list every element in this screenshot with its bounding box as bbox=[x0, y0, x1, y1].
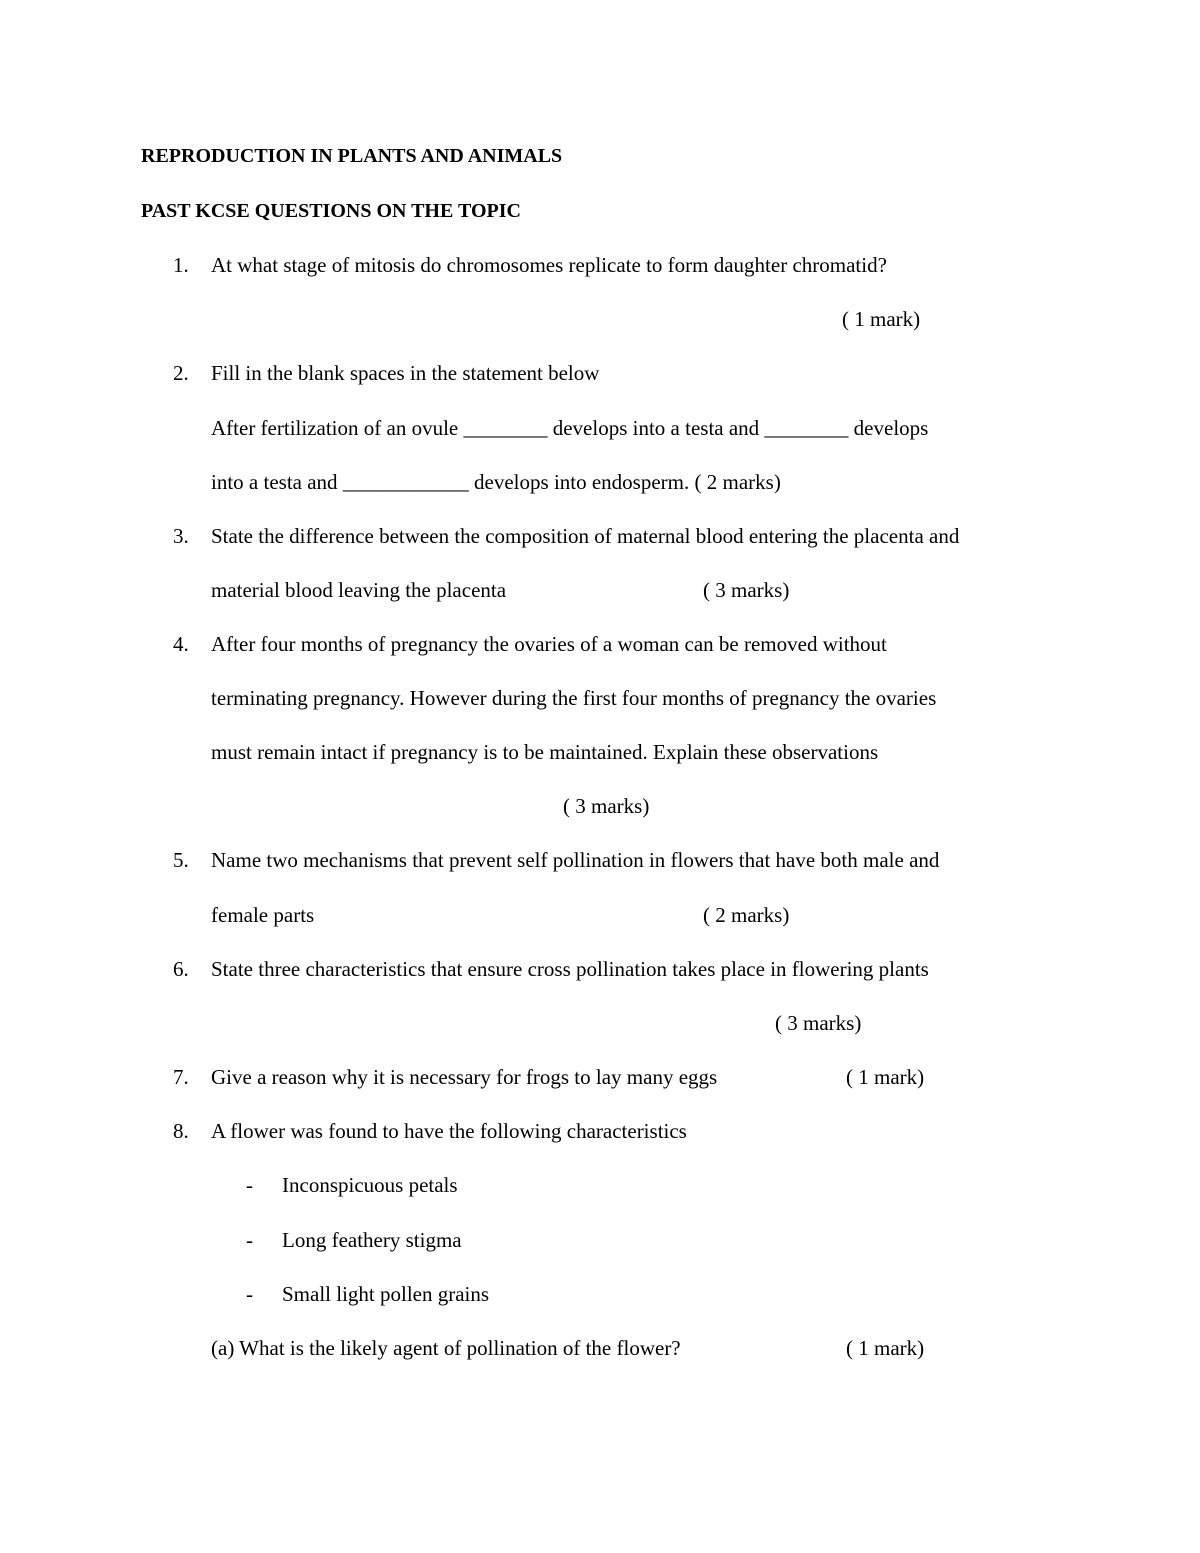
question-text-line2: material blood leaving the placenta bbox=[211, 578, 507, 602]
question-marks: ( 2 marks) bbox=[703, 903, 790, 927]
page-subtitle: PAST KCSE QUESTIONS ON THE TOPIC bbox=[141, 200, 521, 222]
bullet-marker: - bbox=[246, 1173, 253, 1197]
question-text-line2: After fertilization of an ovule ________ develops into a testa and ________ develops bbox=[211, 416, 929, 440]
question-number: 8. bbox=[173, 1119, 189, 1143]
question-number: 2. bbox=[173, 361, 189, 385]
question-text: Fill in the blank spaces in the statement below bbox=[211, 361, 600, 385]
question-text: At what stage of mitosis do chromosomes replicate to form daughter chromatid? bbox=[211, 253, 887, 277]
question-number: 5. bbox=[173, 848, 189, 872]
question-text: After four months of pregnancy the ovaries of a woman can be removed without bbox=[211, 632, 887, 656]
question-text: State three characteristics that ensure cross pollination takes place in flowering plants bbox=[211, 957, 929, 981]
question-number: 6. bbox=[173, 957, 189, 981]
question-text-line2: female parts bbox=[211, 903, 315, 927]
question-number: 4. bbox=[173, 632, 189, 656]
bullet-marker: - bbox=[246, 1228, 253, 1252]
question-marks: ( 3 marks) bbox=[775, 1011, 862, 1035]
question-marks: ( 1 mark) bbox=[842, 307, 921, 331]
question-text: A flower was found to have the following characteristics bbox=[211, 1119, 687, 1143]
bullet-text: Long feathery stigma bbox=[282, 1228, 462, 1252]
question-number: 7. bbox=[173, 1065, 189, 1089]
question-text: Name two mechanisms that prevent self pollination in flowers that have both male and bbox=[211, 848, 940, 872]
question-text-line3: into a testa and ____________ develops into endosperm. ( 2 marks) bbox=[211, 470, 781, 494]
question-number: 3. bbox=[173, 524, 189, 548]
question-part-a: (a) What is the likely agent of pollination of the flower? bbox=[211, 1336, 681, 1360]
question-text: Give a reason why it is necessary for frogs to lay many eggs bbox=[211, 1065, 718, 1089]
question-text-line3: must remain intact if pregnancy is to be maintained. Explain these observations bbox=[211, 740, 879, 764]
question-text-line2: terminating pregnancy. However during the first four months of pregnancy the ovaries bbox=[211, 686, 937, 710]
question-marks: ( 1 mark) bbox=[846, 1336, 925, 1360]
question-number: 1. bbox=[173, 253, 189, 277]
question-marks: ( 3 marks) bbox=[563, 794, 650, 818]
bullet-marker: - bbox=[246, 1282, 253, 1306]
question-marks: ( 1 mark) bbox=[846, 1065, 925, 1089]
bullet-text: Small light pollen grains bbox=[282, 1282, 490, 1306]
page-title: REPRODUCTION IN PLANTS AND ANIMALS bbox=[141, 145, 563, 167]
bullet-text: Inconspicuous petals bbox=[282, 1173, 458, 1197]
question-marks: ( 3 marks) bbox=[703, 578, 790, 602]
question-text: State the difference between the composition of maternal blood entering the placenta and bbox=[211, 524, 960, 548]
